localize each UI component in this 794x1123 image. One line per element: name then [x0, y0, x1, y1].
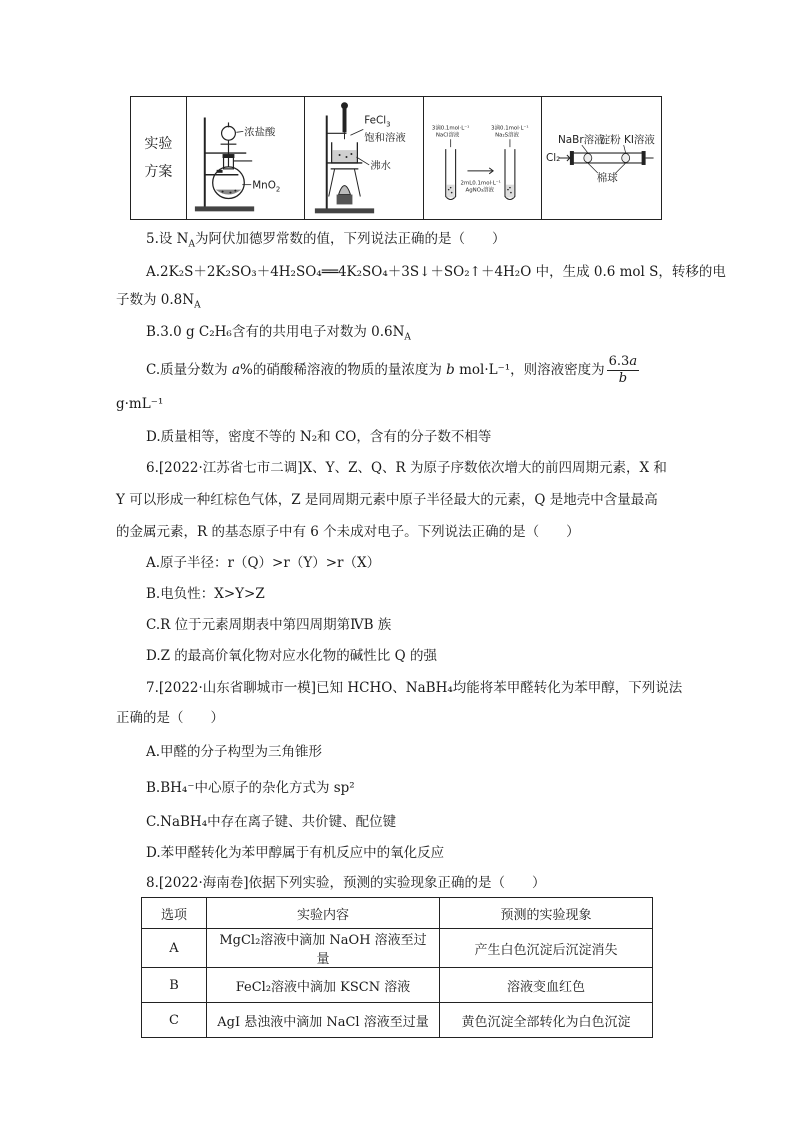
q7-option-c: C.NaBH₄中存在离子键、共价键、配位键: [146, 814, 397, 830]
experiment-label-line2: 方案: [144, 164, 173, 180]
q7-option-d: D.苯甲醛转化为苯甲醇属于有机反应中的氧化反应: [146, 845, 445, 861]
experiment-label-cell: [131, 97, 187, 219]
table-row: [142, 968, 653, 1003]
diag4-label-cotton: 棉球: [597, 171, 619, 184]
q7-option-a: A.甲醛的分子构型为三角锥形: [146, 744, 323, 760]
diagram-colloid-prep: [305, 97, 424, 219]
diag4-label-starch-ki: 淀粉 KI溶液: [600, 134, 656, 147]
q8-row-b-content: FeCl₂溶液中滴加 KSCN 溶液: [207, 968, 440, 1003]
conversion-drawing: [424, 97, 542, 219]
q6-option-b: B.电负性：X>Y>Z: [146, 586, 265, 602]
table-row: [142, 929, 653, 968]
q7-stem-line1: 7.[2022·山东省聊城市一模]已知 HCHO、NaBH₄均能将苯甲醛转化为苯甲醇，下列说法: [146, 680, 683, 696]
q6-option-d: D.Z 的最高价氧化物对应水化物的碱性比 Q 的强: [146, 648, 437, 664]
q5-stem: 5.设 $N_A$为阿伏加德罗常数的值，下列说法正确的是（ ）: [146, 231, 506, 250]
q8-row-b-result: 溶液变血红色: [440, 968, 653, 1003]
experiment-table: [130, 96, 662, 220]
halogen-tube-drawing: [542, 97, 661, 219]
q8-row-c-content: AgI 悬浊液中滴加 NaCl 溶液至过量: [207, 1003, 440, 1038]
diag4-label-cl2: Cl₂: [546, 151, 561, 164]
q5-option-b: B.3.0 g C₂H₆含有的共用电子对数为 $0.6N_A$: [146, 324, 411, 343]
q5-option-c: C.质量分数为 a%的硝酸稀溶液的物质的量浓度为 b mol·L⁻¹，则溶液密度为 $\frac{6.3a}{b}$: [146, 354, 638, 386]
q8-header-option: 选项: [142, 898, 207, 929]
q6-stem-line3: 的金属元素，R 的基态原子中有 6 个未成对电子。下列说法正确的是（ ）: [116, 524, 580, 540]
q5-option-a-line1: A.2K₂S＋2K₂SO₃＋4H₂SO₄══4K₂SO₄＋3S↓＋SO₂↑＋4H₂O 中，生成 0.6 mol S，转移的电: [146, 264, 726, 280]
diag2-label-fecl3: FeCl$_3$: [364, 114, 391, 129]
colloid-apparatus-drawing: [305, 97, 423, 219]
diag2-label-boiling-water: 沸水: [370, 159, 392, 172]
diagram-halogen-tube: [542, 97, 661, 219]
diag3-left-top1: 3滴0.1mol·L⁻¹: [431, 125, 470, 132]
q8-row-a-result: 产生白色沉淀后沉淀消失: [440, 929, 653, 968]
diag3-right-top1: 3滴0.1mol·L⁻¹: [491, 125, 529, 132]
experiment-label-line1: 实验: [144, 136, 173, 152]
q6-stem-line2: Y 可以形成一种红棕色气体，Z 是同周期元素中原子半径最大的元素，Q 是地壳中含量最高: [116, 492, 658, 508]
q7-option-b: B.BH₄⁻中心原子的杂化方式为 sp²: [146, 780, 355, 796]
q6-option-c: C.R 位于元素周期表中第四周期第ⅣB 族: [146, 617, 392, 633]
q8-row-a-option: A: [142, 929, 207, 968]
q6-option-a: A.原子半径：r（Q）>r（Y）>r（X）: [146, 555, 381, 571]
diag3-bottom2: AgNO₃溶液: [465, 187, 494, 194]
q6-stem-line1: 6.[2022·江苏省七市二调]X、Y、Z、Q、R 为原子序数依次增大的前四周期元素，X 和: [146, 460, 667, 476]
q8-table-header-row: [142, 898, 653, 929]
diag3-right-top2: Na₂S溶液: [495, 132, 519, 139]
q8-row-a-content: MgCl₂溶液中滴加 NaOH 溶液至过量: [207, 929, 440, 968]
q5-option-c-unit: g·mL⁻¹: [116, 396, 164, 412]
density-fraction: $\frac{6.3a}{b}$: [608, 354, 638, 386]
q8-header-content: 实验内容: [207, 898, 440, 929]
q5-option-a-line2: 子数为 $0.8N_A$: [116, 292, 201, 311]
q5-option-d: D.质量相等，密度不等的 N₂和 CO，含有的分子数不相等: [146, 429, 492, 445]
diagram-chlorine-generator: [187, 97, 306, 219]
q8-row-b-option: B: [142, 968, 207, 1003]
diag3-left-top2: NaCl溶液: [435, 132, 460, 139]
table-row: [142, 1003, 653, 1038]
diagram-precipitate-conversion: [424, 97, 543, 219]
diag4-label-nabr: NaBr溶液: [558, 134, 605, 147]
diag2-label-saturated: 饱和溶液: [364, 132, 407, 145]
q7-stem-line2: 正确的是（ ）: [116, 710, 224, 726]
diag1-label-mno2: MnO$_2$: [251, 179, 281, 194]
diag1-label-conc-hcl: 浓盐酸: [244, 126, 276, 139]
q8-table: [141, 897, 653, 1038]
q8-row-c-option: C: [142, 1003, 207, 1038]
q8-header-result: 预测的实验现象: [440, 898, 653, 929]
q8-row-c-result: 黄色沉淀全部转化为白色沉淀: [440, 1003, 653, 1038]
chlorine-apparatus-drawing: [187, 97, 305, 219]
q8-stem: 8.[2022·海南卷]依据下列实验，预测的实验现象正确的是（ ）: [146, 875, 546, 891]
diag3-bottom1: 2mL0.1mol·L⁻¹: [460, 180, 501, 187]
